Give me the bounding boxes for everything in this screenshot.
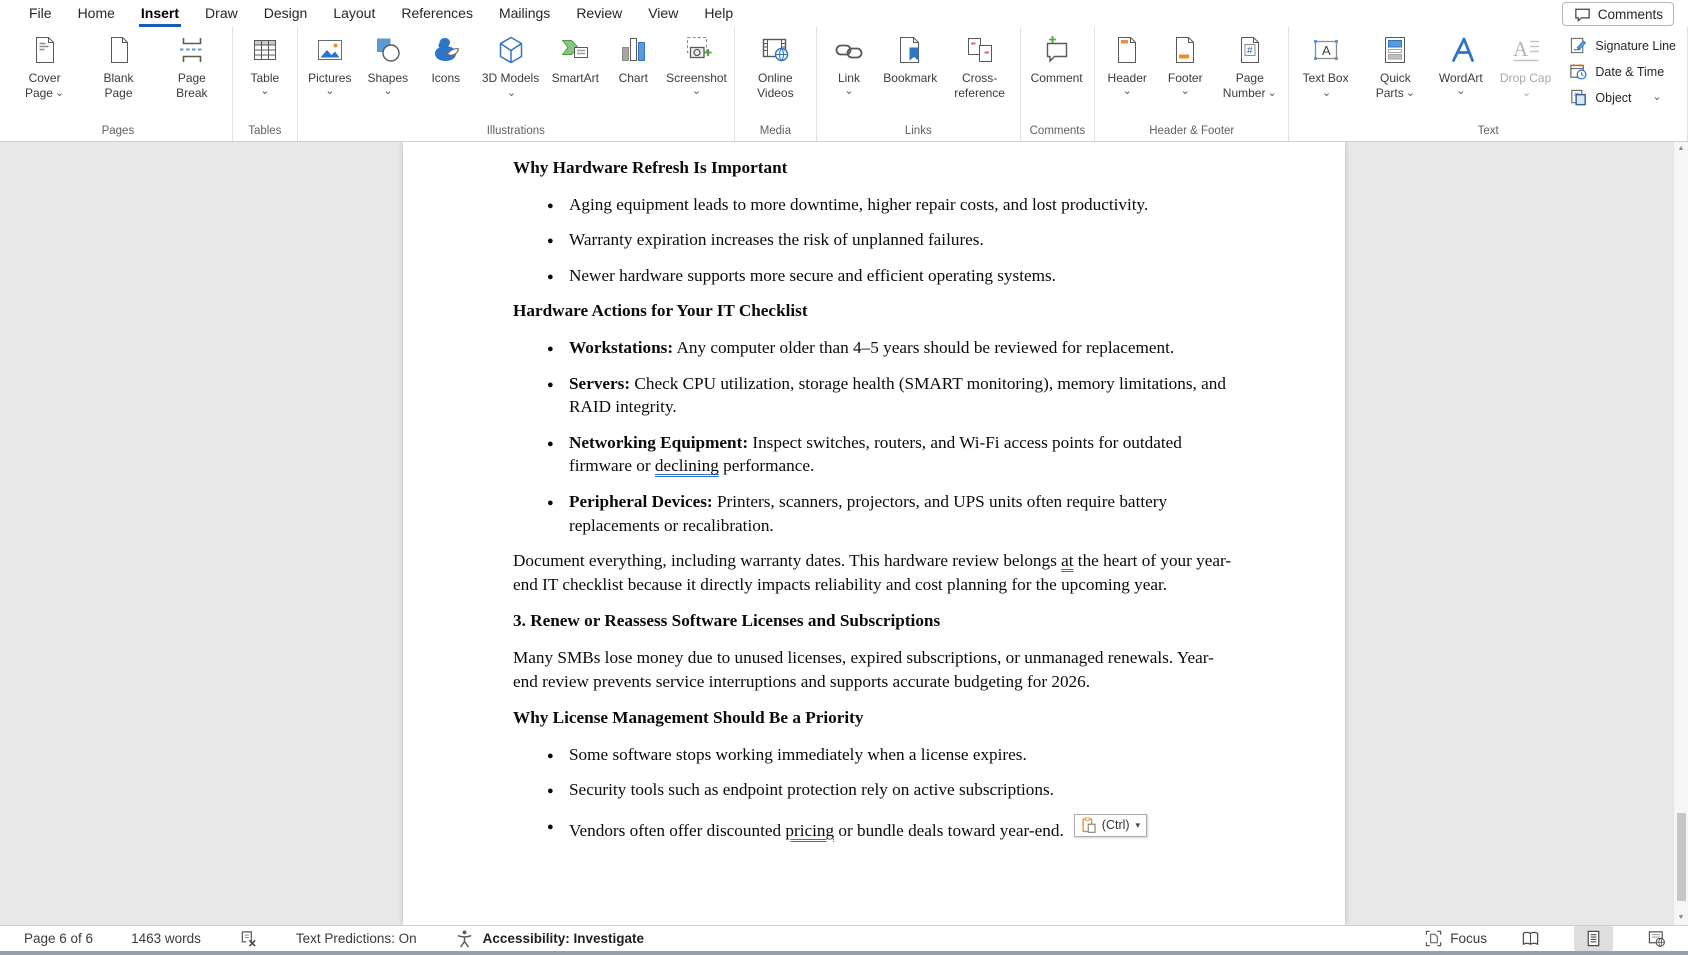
text-run: Document everything, including warranty dates. This hardware review belongs (513, 551, 1062, 571)
bullet-icon: ● (547, 785, 554, 798)
menu-tabs (16, 0, 746, 27)
chevron-down-icon: ⌄ (1321, 87, 1332, 99)
ribbon-group-media (735, 27, 817, 141)
text-run: Check CPU utilization, storage health (SMART monitoring), memory limitations, and RAID integrity. (569, 373, 1226, 417)
text-run: Peripheral Devices: (569, 491, 713, 511)
link-button[interactable] (821, 29, 877, 98)
focus-toggle[interactable] (1424, 929, 1487, 948)
dropdown-arrow-icon: ▾ (1135, 819, 1141, 830)
screenshot-button[interactable] (663, 29, 730, 98)
doc-heading (513, 299, 1237, 323)
bookmark-button[interactable] (879, 29, 942, 88)
comments-button-label: Comments (1597, 6, 1663, 22)
chevron-down-icon: ⌄ (260, 85, 270, 97)
list-item (513, 743, 1237, 767)
text-run: 3. Renew or Reassess Software Licenses and Subscriptions (513, 611, 941, 631)
text-run: Hardware Actions for Your IT Checklist (513, 301, 808, 321)
text-run: Some software stops working immediately when a license expires. (569, 744, 1027, 764)
cover-page-button[interactable] (8, 29, 81, 104)
ribbon-group-comments (1021, 27, 1096, 141)
read-mode-icon (1521, 929, 1540, 948)
button-label: Date & Time (1595, 64, 1665, 79)
text-run: performance. (718, 456, 815, 476)
button-label: Shapes (367, 71, 409, 85)
pictures-button[interactable] (302, 29, 358, 98)
comment-button[interactable] (1025, 29, 1089, 88)
text-box-button[interactable] (1293, 29, 1358, 104)
doc-heading (513, 609, 1237, 633)
page-indicator[interactable]: Page 6 of 6 (24, 931, 94, 946)
comment-icon (1041, 34, 1073, 66)
text-run: Why License Management Should Be a Priority (513, 708, 864, 728)
bullet-icon: ● (547, 378, 554, 391)
list-item (513, 778, 1237, 802)
ribbon-group-header-footer (1095, 27, 1289, 141)
icons-button[interactable] (418, 29, 474, 88)
button-label: Screenshot (666, 71, 727, 85)
bullet-icon: ● (547, 199, 554, 212)
proofing-errors-icon[interactable] (239, 929, 258, 948)
button-label: WordArt (1438, 71, 1483, 85)
ribbon-group-pages (4, 27, 233, 141)
chart-button[interactable] (605, 29, 661, 88)
menu-tab-references[interactable] (388, 0, 486, 27)
print-layout-icon (1584, 929, 1603, 948)
group-label-pages: Pages (101, 125, 135, 137)
shapes-icon (372, 34, 404, 66)
paste-options-label: (Ctrl) (1101, 818, 1130, 833)
clipboard-icon (1081, 817, 1098, 834)
page-content (403, 142, 1345, 842)
button-label: 3D Models (481, 71, 540, 85)
chevron-down-icon: ⌄ (1456, 85, 1466, 97)
text-run: at (1061, 551, 1074, 571)
list-item (513, 431, 1237, 478)
smartart-icon (559, 34, 591, 66)
menu-tab-view[interactable] (635, 0, 691, 27)
text-run: Vendors often offer discounted (569, 820, 786, 840)
object-button[interactable] (1569, 88, 1676, 107)
list-item (513, 264, 1237, 288)
text-run: Why Hardware Refresh Is Important (513, 158, 788, 177)
chevron-down-icon: ⌄ (844, 85, 854, 97)
drop-cap-icon (1510, 34, 1542, 66)
scrollbar-thumb[interactable] (1677, 813, 1686, 901)
comments-button[interactable] (1562, 2, 1674, 26)
menu-tab-layout[interactable] (320, 0, 388, 27)
menu-tab-label: View (648, 5, 679, 21)
menu-tab-label: Draw (205, 5, 238, 21)
chevron-down-icon: ⌄ (1122, 85, 1132, 97)
footer-button[interactable] (1157, 29, 1213, 98)
list-item (513, 814, 1237, 843)
text-run: Warranty expiration increases the risk of unplanned failures. (569, 230, 984, 250)
online-videos-button[interactable] (739, 29, 812, 103)
models-3d-icon (495, 34, 527, 66)
menu-tab-insert[interactable] (128, 0, 192, 27)
table-button[interactable] (237, 29, 293, 98)
text-run: the heart of your year-end IT checklist because it directly impacts reliability and cost planning for the upcoming year. (513, 551, 1232, 594)
button-label: Cross-reference (954, 71, 1005, 100)
svg-text:A: A (1321, 43, 1331, 58)
web-layout-icon (1647, 929, 1666, 948)
date-time-button[interactable] (1569, 62, 1676, 81)
page-number-button[interactable] (1215, 29, 1284, 104)
web-layout-button[interactable] (1637, 926, 1676, 951)
menu-tab-label: References (401, 5, 473, 21)
wordart-icon (1445, 34, 1477, 66)
header-button[interactable] (1099, 29, 1155, 98)
text-run: Inspect switches, routers, and Wi-Fi access points for outdated firmware or (569, 432, 1182, 476)
group-label-media: Media (759, 125, 792, 137)
group-label-header-footer: Header & Footer (1149, 125, 1235, 137)
word-count[interactable]: 1463 words (131, 931, 201, 946)
menu-tab-label: Design (263, 5, 308, 21)
page-break-button[interactable] (156, 29, 228, 103)
text-run: Servers: (569, 373, 631, 393)
header-doc-icon (1111, 34, 1143, 66)
bullet-icon: ● (547, 437, 554, 450)
bullet-icon: ● (547, 496, 554, 509)
group-label-tables: Tables (248, 125, 282, 137)
bullet-icon: ● (547, 820, 554, 833)
svg-text:#: # (1246, 45, 1253, 57)
chart-icon (617, 34, 649, 66)
button-label: Page Number (1222, 71, 1266, 100)
bookmark-icon (894, 34, 926, 66)
button-label: Object (1595, 90, 1632, 105)
menu-tab-design[interactable] (251, 0, 321, 27)
bullet-icon: ● (547, 235, 554, 248)
menu-tab-label: Home (77, 5, 115, 21)
button-label: Comment (1030, 71, 1083, 85)
chevron-down-icon: ⌄ (1267, 87, 1277, 99)
menu-tab-label: Insert (140, 5, 180, 21)
button-label: Quick Parts (1375, 71, 1411, 100)
doc-heading (513, 156, 1237, 180)
button-label: Text Box (1302, 71, 1349, 85)
menu-tab-label: Layout (333, 5, 376, 21)
chevron-down-icon: ⌄ (1180, 85, 1190, 97)
link-icon (833, 34, 865, 66)
chevron-down-icon: ⌄ (383, 85, 393, 97)
text-box-icon (1310, 34, 1342, 66)
accessibility-status[interactable]: Accessibility: Investigate (482, 931, 644, 946)
text-run: Newer hardware supports more secure and efficient operating systems. (569, 265, 1056, 285)
button-label: Chart (618, 71, 648, 85)
quick-parts-icon (1379, 34, 1411, 66)
status-bar (0, 925, 1688, 951)
menu-tab-review[interactable] (563, 0, 635, 27)
paste-options-button[interactable] (1074, 814, 1147, 837)
text-run: declining (654, 456, 719, 476)
scroll-down-icon[interactable]: ▼ (1677, 914, 1685, 921)
button-label: Pictures (308, 71, 352, 85)
document-page[interactable] (403, 142, 1345, 925)
document-canvas (0, 142, 1688, 925)
list-item (513, 336, 1237, 360)
scroll-up-icon[interactable]: ▲ (1677, 145, 1685, 152)
cross-reference-button[interactable] (944, 29, 1016, 103)
table-icon (249, 34, 281, 66)
button-label: Page Break (176, 71, 208, 100)
smartart-button[interactable] (547, 29, 603, 88)
text-run: Aging equipment leads to more downtime, higher repair costs, and lost productivity. (569, 194, 1149, 214)
blank-page-icon (103, 34, 135, 66)
chevron-down-icon: ⌄ (506, 87, 517, 99)
bullet-icon: ● (547, 270, 554, 283)
focus-label: Focus (1450, 931, 1487, 946)
button-label: Cover Page (24, 71, 61, 100)
doc-heading (513, 706, 1237, 730)
icons-duck-icon (430, 34, 462, 66)
button-label: Bookmark (883, 71, 938, 85)
ribbon-group-text (1289, 27, 1688, 141)
button-label: Link (837, 71, 860, 85)
signature-line-icon (1569, 36, 1588, 55)
footer-doc-icon (1169, 34, 1201, 66)
group-label-text: Text (1477, 125, 1499, 137)
svg-text:A: A (1512, 37, 1528, 61)
menu-tab-home[interactable] (65, 0, 128, 27)
text-run: Printers, scanners, projectors, and UPS units often require battery replacements or recalibration. (569, 491, 1168, 535)
group-label-illustrations: Illustrations (486, 125, 545, 137)
text-run: pricing (785, 820, 835, 840)
shapes-button[interactable] (360, 29, 416, 98)
date-time-icon (1569, 62, 1588, 81)
button-label: Header (1107, 71, 1147, 85)
chevron-down-icon: ⌄ (1405, 87, 1415, 99)
online-videos-icon (759, 34, 791, 66)
menu-tab-file[interactable] (16, 0, 65, 27)
text-predictions-status[interactable]: Text Predictions: On (295, 931, 417, 946)
list-item (513, 228, 1237, 252)
chevron-down-icon: ⌄ (1652, 91, 1662, 103)
ribbon-group-links (817, 27, 1021, 141)
ribbon-group-tables (233, 27, 298, 141)
button-label: SmartArt (551, 71, 599, 85)
cover-page-icon (29, 34, 61, 66)
menu-tab-help[interactable] (691, 0, 746, 27)
menu-tab-mailings[interactable] (486, 0, 563, 27)
text-run: Networking Equipment: (569, 432, 749, 452)
quick-parts-button[interactable] (1360, 29, 1431, 104)
pictures-icon (314, 34, 346, 66)
blank-page-button[interactable] (83, 29, 154, 103)
screenshot-icon (681, 34, 713, 66)
vertical-scrollbar[interactable] (1673, 142, 1688, 925)
text-run: Any computer older than 4–5 years should be reviewed for replacement. (673, 337, 1175, 357)
cross-reference-icon (964, 34, 996, 66)
drop-cap-button (1491, 29, 1561, 104)
text-run: or bundle deals toward year-end. (834, 820, 1064, 840)
read-mode-button[interactable] (1511, 926, 1550, 951)
signature-line-button[interactable] (1569, 36, 1676, 55)
button-label: Drop Cap (1499, 71, 1552, 85)
bullet-icon: ● (547, 342, 554, 355)
button-label: Blank Page (103, 71, 134, 100)
bullet-icon: ● (547, 749, 554, 762)
text-run: Security tools such as endpoint protection rely on active subscriptions. (569, 780, 1054, 800)
group-label-comments: Comments (1029, 125, 1086, 137)
ribbon-group-illustrations (298, 27, 735, 141)
doc-paragraph (513, 549, 1237, 596)
button-label: Footer (1167, 71, 1203, 85)
doc-paragraph (513, 646, 1237, 693)
list-item (513, 193, 1237, 217)
text-run: Many SMBs lose money due to unused licenses, expired subscriptions, or unmanaged renewals. Year-end review prevents service interruptions and supports accurate budgeting for 2026. (513, 647, 1214, 691)
object-icon (1569, 88, 1588, 107)
accessibility-icon (455, 929, 474, 948)
list-item (513, 490, 1237, 537)
menu-tab-label: File (29, 5, 52, 21)
button-label: Online Videos (757, 71, 794, 100)
menu-tab-label: Mailings (498, 5, 551, 21)
ribbon (0, 27, 1688, 142)
3d-models-button[interactable] (476, 29, 545, 104)
chevron-down-icon: ⌄ (691, 85, 702, 97)
button-label: Icons (431, 71, 461, 85)
page-break-icon (176, 34, 208, 66)
print-layout-button[interactable] (1574, 926, 1613, 951)
wordart-button[interactable] (1433, 29, 1489, 98)
button-label: Signature Line (1595, 38, 1677, 53)
comment-bubble-icon (1573, 5, 1592, 24)
chevron-down-icon: ⌄ (54, 87, 65, 99)
menu-tab-label: Help (704, 5, 734, 21)
button-label: Table (250, 71, 280, 85)
window-bottom-edge (0, 951, 1688, 955)
focus-icon (1424, 929, 1443, 948)
page-number-icon (1234, 34, 1266, 66)
chevron-down-icon: ⌄ (325, 85, 335, 97)
text-run: Workstations: (569, 337, 674, 357)
menu-tab-draw[interactable] (192, 0, 251, 27)
group-label-links: Links (904, 125, 932, 137)
menu-tab-label: Review (576, 5, 623, 21)
list-item (513, 372, 1237, 419)
menu-bar (0, 0, 1688, 27)
chevron-down-icon: ⌄ (1521, 87, 1532, 99)
